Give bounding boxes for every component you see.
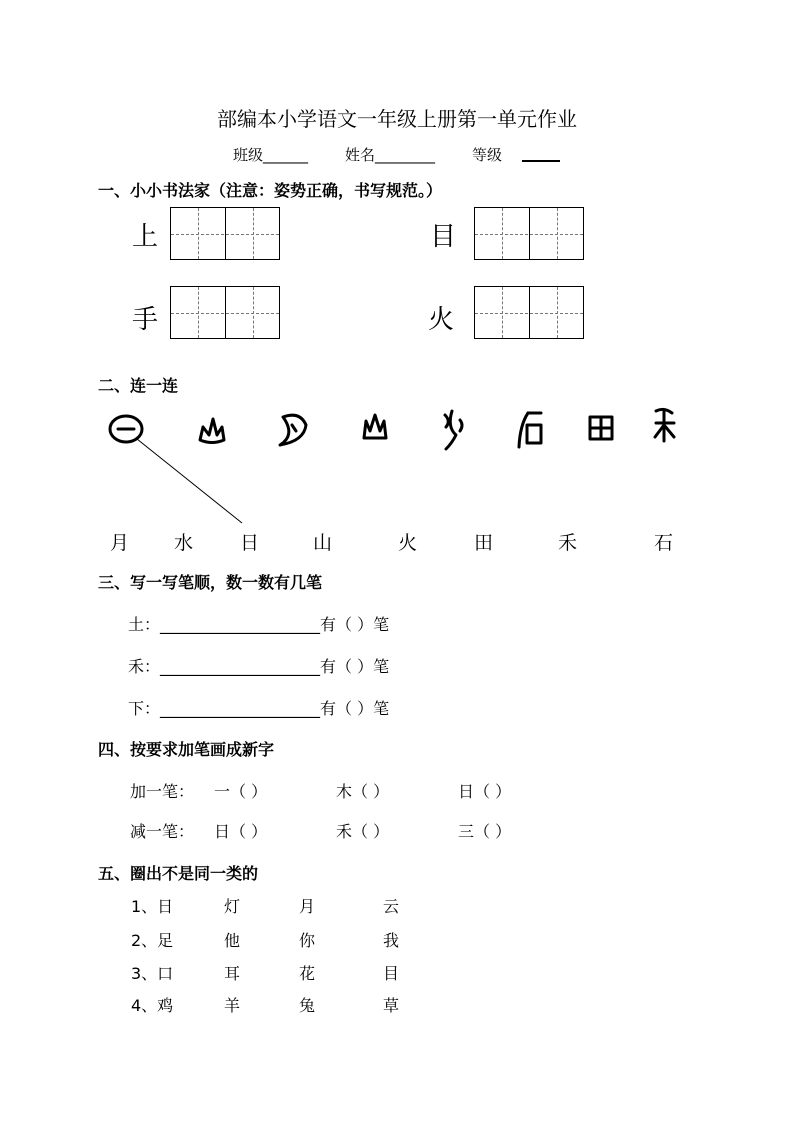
stroke-count[interactable]: 有（ ）笔 (320, 699, 390, 718)
remove-stroke-item[interactable]: 三（ ） (458, 822, 512, 841)
stroke-row (128, 654, 389, 677)
add-stroke-item[interactable]: 木（ ） (336, 782, 390, 801)
stroke-count[interactable]: 有（ ）笔 (320, 657, 390, 676)
section3-heading: 三、写一写笔顺，数一数有几笔 (98, 573, 323, 592)
grain-pictograph (655, 409, 674, 441)
match-char-shi[interactable]: 石 (654, 532, 674, 554)
odd-one-out-item[interactable]: 你 (299, 931, 316, 950)
stroke-blank[interactable]: ____________________ (160, 699, 321, 718)
match-char-yue[interactable]: 月 (110, 532, 130, 554)
odd-one-out-item[interactable]: 花 (299, 964, 316, 983)
writing-grid-huo[interactable] (474, 286, 584, 339)
match-char-ri[interactable]: 日 (240, 532, 260, 554)
calligraphy-char-shang: 上 (132, 222, 159, 252)
stroke-char: 土： (128, 615, 161, 634)
fire-pictograph (200, 419, 224, 443)
remove-stroke-item[interactable]: 日（ ） (214, 822, 268, 841)
match-char-shan[interactable]: 山 (313, 532, 333, 554)
section4-heading: 四、按要求加笔画成新字 (98, 740, 275, 759)
grade-blank[interactable] (522, 160, 560, 162)
name-field[interactable]: 姓名________ (345, 146, 436, 164)
stroke-count[interactable]: 有（ ）笔 (320, 615, 390, 634)
stone-pictograph (519, 413, 541, 447)
odd-one-out-item[interactable]: 4、鸡 (131, 996, 174, 1015)
match-char-he[interactable]: 禾 (558, 532, 578, 554)
writing-grid-shang[interactable] (170, 207, 280, 260)
odd-one-out-item[interactable]: 草 (383, 996, 400, 1015)
connect-line-sun-ri (137, 439, 242, 523)
match-char-shui[interactable]: 水 (174, 532, 194, 554)
remove-stroke-item[interactable]: 禾（ ） (336, 822, 390, 841)
add-stroke-item[interactable]: 日（ ） (458, 782, 512, 801)
grade-label: 等级 (472, 146, 503, 164)
match-char-tian[interactable]: 田 (474, 532, 494, 554)
section2-heading: 二、连一连 (98, 376, 179, 395)
odd-one-out-item[interactable]: 目 (383, 964, 400, 983)
remove-stroke-label: 减一笔： (130, 822, 195, 841)
odd-one-out-item[interactable]: 云 (383, 897, 400, 916)
page-title: 部编本小学语文一年级上册第一单元作业 (217, 107, 577, 131)
match-char-huo[interactable]: 火 (398, 532, 418, 554)
section5-heading: 五、圈出不是同一类的 (98, 864, 259, 883)
add-stroke-label: 加一笔： (130, 782, 195, 801)
writing-grid-mu[interactable] (474, 207, 584, 260)
odd-one-out-item[interactable]: 灯 (224, 897, 241, 916)
odd-one-out-item[interactable]: 2、足 (131, 931, 174, 950)
odd-one-out-item[interactable]: 他 (224, 931, 241, 950)
stroke-blank[interactable]: ____________________ (160, 615, 321, 634)
calligraphy-char-huo: 火 (428, 305, 455, 335)
field-pictograph (590, 417, 612, 439)
odd-one-out-item[interactable]: 月 (299, 897, 316, 916)
odd-one-out-item[interactable]: 耳 (224, 964, 241, 983)
odd-one-out-item[interactable]: 我 (383, 931, 400, 950)
water-pictograph (445, 411, 462, 449)
stroke-char: 禾： (128, 657, 161, 676)
stroke-row (128, 696, 389, 719)
odd-one-out-item[interactable]: 1、日 (131, 897, 174, 916)
odd-one-out-item[interactable]: 3、口 (131, 964, 174, 983)
section1-heading: 一、小小书法家（注意：姿势正确，书写规范。） (98, 181, 443, 200)
writing-grid-shou[interactable] (170, 286, 280, 339)
calligraphy-char-shou: 手 (132, 305, 159, 335)
stroke-blank[interactable]: ____________________ (160, 657, 321, 676)
odd-one-out-item[interactable]: 兔 (299, 996, 316, 1015)
calligraphy-char-mu: 目 (430, 222, 457, 252)
add-stroke-item[interactable]: 一（ ） (214, 782, 268, 801)
odd-one-out-item[interactable]: 羊 (224, 996, 241, 1015)
stroke-char: 下： (128, 699, 161, 718)
sun-pictograph (110, 416, 142, 442)
mountain-pictograph (364, 415, 386, 438)
pictograph-area (0, 395, 794, 535)
moon-pictograph (280, 415, 306, 445)
stroke-row (128, 612, 389, 635)
class-field[interactable]: 班级______ (233, 146, 309, 164)
